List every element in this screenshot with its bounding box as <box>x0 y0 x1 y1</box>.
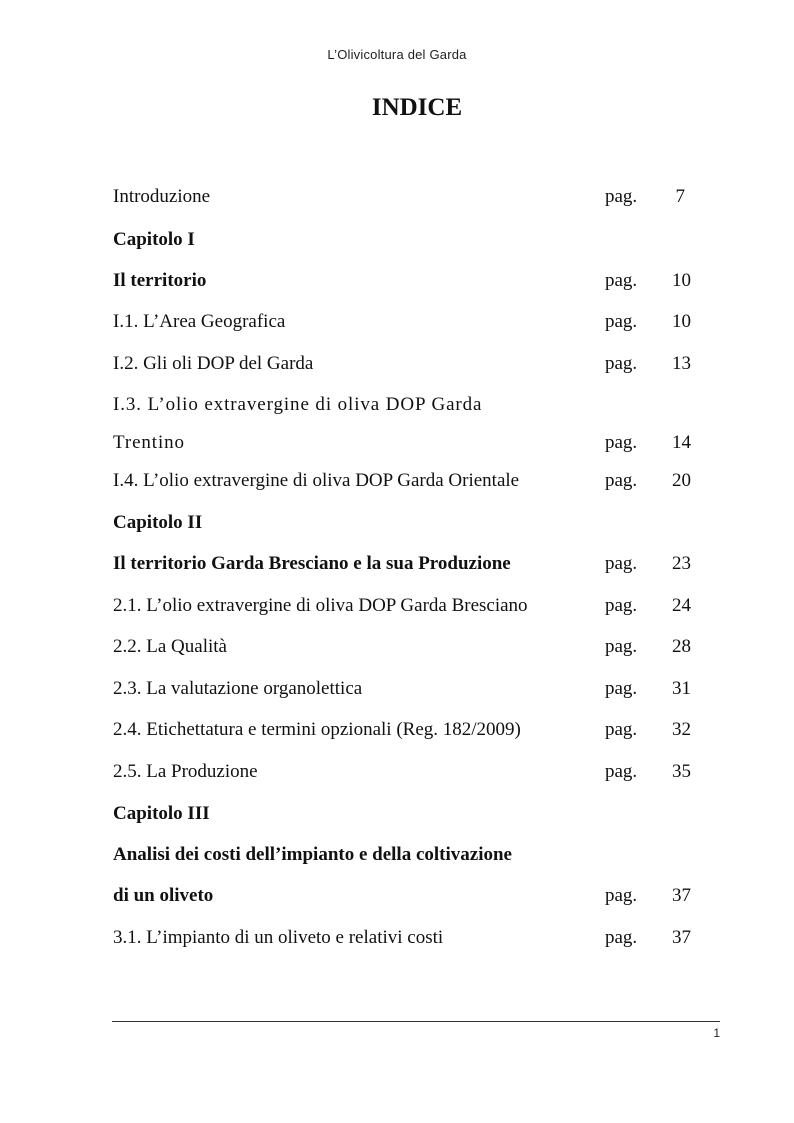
toc-entry-text: di un oliveto <box>113 885 214 906</box>
toc-entry-text: 2.1. L’olio extravergine di oliva DOP Garda Bresciano <box>113 595 528 616</box>
toc-pag-label: pag. <box>605 761 638 782</box>
toc-chapter-heading <box>113 510 713 536</box>
toc-entry <box>113 676 713 702</box>
toc-page-number: 35 <box>672 761 691 782</box>
toc-entry <box>113 268 713 294</box>
toc-entry <box>113 430 713 456</box>
toc-entry-text: Trentino <box>113 432 185 453</box>
toc-entry-text: 2.3. La valutazione organolettica <box>113 678 363 699</box>
toc-entry-text: Il territorio <box>113 270 207 291</box>
toc-pag-label: pag. <box>605 470 638 491</box>
toc-page-number: 37 <box>672 885 691 906</box>
toc-entry-text: Introduzione <box>113 186 211 207</box>
toc-page-number: 7 <box>675 186 685 207</box>
toc-page-number: 14 <box>672 432 691 453</box>
toc-entry <box>113 392 713 418</box>
toc-page-number: 20 <box>672 470 691 491</box>
toc-entry <box>113 717 713 743</box>
toc-entry <box>113 184 713 210</box>
toc-entry <box>113 351 713 377</box>
page-number: 1 <box>713 1026 720 1040</box>
toc-entry-text: I.4. L’olio extravergine di oliva DOP Garda Orientale <box>113 470 520 491</box>
toc-entry-text: I.1. L’Area Geografica <box>113 311 286 332</box>
toc-page-number: 13 <box>672 353 691 374</box>
toc-entry-text: I.3. L’olio extravergine di oliva DOP Garda <box>113 394 483 415</box>
toc-page-number: 31 <box>672 678 691 699</box>
toc-pag-label: pag. <box>605 270 638 291</box>
toc-page-number: 10 <box>672 311 691 332</box>
toc-entry <box>113 759 713 785</box>
toc-pag-label: pag. <box>605 636 638 657</box>
toc-entry-text: 2.4. Etichettatura e termini opzionali (Reg. 182/2009) <box>113 719 521 740</box>
toc-pag-label: pag. <box>605 353 638 374</box>
toc-pag-label: pag. <box>605 595 638 616</box>
toc-page-number: 37 <box>672 927 691 948</box>
running-header: L’Olivicoltura del Garda <box>327 47 467 62</box>
toc-chapter-heading <box>113 227 713 253</box>
toc-page-number: 32 <box>672 719 691 740</box>
toc-entry-text: 2.5. La Produzione <box>113 761 258 782</box>
toc-entry-text: Il territorio Garda Bresciano e la sua Produzione <box>113 553 511 574</box>
toc-entry <box>113 842 713 868</box>
toc-page-number: 24 <box>672 595 691 616</box>
toc-entry-text: Capitolo III <box>113 803 210 824</box>
toc-pag-label: pag. <box>605 885 638 906</box>
toc-pag-label: pag. <box>605 432 638 453</box>
toc-entry-text: Capitolo I <box>113 229 195 250</box>
toc-pag-label: pag. <box>605 719 638 740</box>
toc-chapter-heading <box>113 801 713 827</box>
toc-entry <box>113 309 713 335</box>
toc-pag-label: pag. <box>605 678 638 699</box>
footer-rule <box>112 1021 720 1022</box>
toc-pag-label: pag. <box>605 927 638 948</box>
toc-pag-label: pag. <box>605 186 638 207</box>
toc-entry <box>113 925 713 951</box>
toc-entry-text: Capitolo II <box>113 512 203 533</box>
page-title: INDICE <box>371 94 463 121</box>
toc-pag-label: pag. <box>605 553 638 574</box>
toc-entry-text: 2.2. La Qualità <box>113 636 227 657</box>
toc-entry-text: I.2. Gli oli DOP del Garda <box>113 353 314 374</box>
toc-entry <box>113 551 713 577</box>
toc-entry <box>113 634 713 660</box>
toc-entry <box>113 593 713 619</box>
toc-page-number: 28 <box>672 636 691 657</box>
toc-page-number: 23 <box>672 553 691 574</box>
toc-page-number: 10 <box>672 270 691 291</box>
toc-pag-label: pag. <box>605 311 638 332</box>
toc-entry <box>113 883 713 909</box>
toc-entry <box>113 468 713 494</box>
toc-entry-text: 3.1. L’impianto di un oliveto e relativi costi <box>113 927 444 948</box>
toc-entry-text: Analisi dei costi dell’impianto e della coltivazione <box>113 844 512 865</box>
